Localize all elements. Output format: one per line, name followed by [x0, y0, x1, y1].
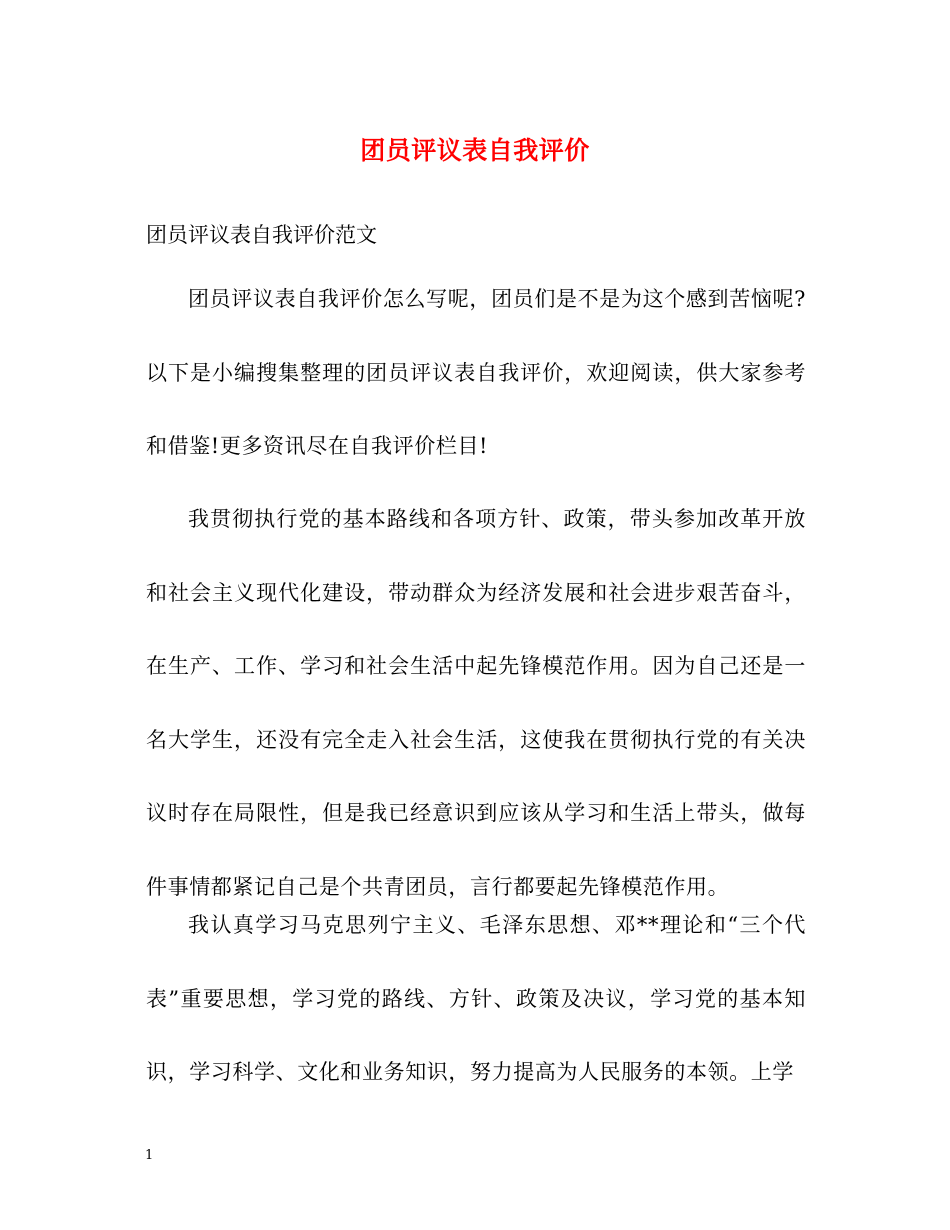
- paragraph-1: 团员评议表自我评价怎么写呢，团员们是不是为这个感到苦恼呢?以下是小编搜集整理的团员评议表自我评价，欢迎阅读，供大家参考和借鉴!更多资讯尽在自我评价栏目!: [146, 287, 806, 458]
- paragraph-3: 我认真学习马克思列宁主义、毛泽东思想、邓**理论和“三个代表”重要思想，学习党的路线、方针、政策及决议，学习党的基本知识，学习科学、文化和业务知识，努力提高为人民服务的本领。上学: [146, 913, 806, 1084]
- page-number: 1: [145, 1148, 154, 1163]
- paragraph-2: 我贯彻执行党的基本路线和各项方针、政策，带头参加改革开放和社会主义现代化建设，带动群众为经济发展和社会进步艰苦奋斗，在生产、工作、学习和社会生活中起先锋模范作用。因为自己还是一名大学生，还没有完全走入社会生活，这使我在贯彻执行党的有关决议时存在局限性，但是我已经意识到应该从学习和生活上带头，做每件事情都紧记自己是个共青团员，言行都要起先锋模范作用。: [146, 507, 806, 899]
- document-subtitle: 团员评议表自我评价范文: [146, 223, 377, 247]
- document-title: 团员评议表自我评价: [360, 136, 590, 165]
